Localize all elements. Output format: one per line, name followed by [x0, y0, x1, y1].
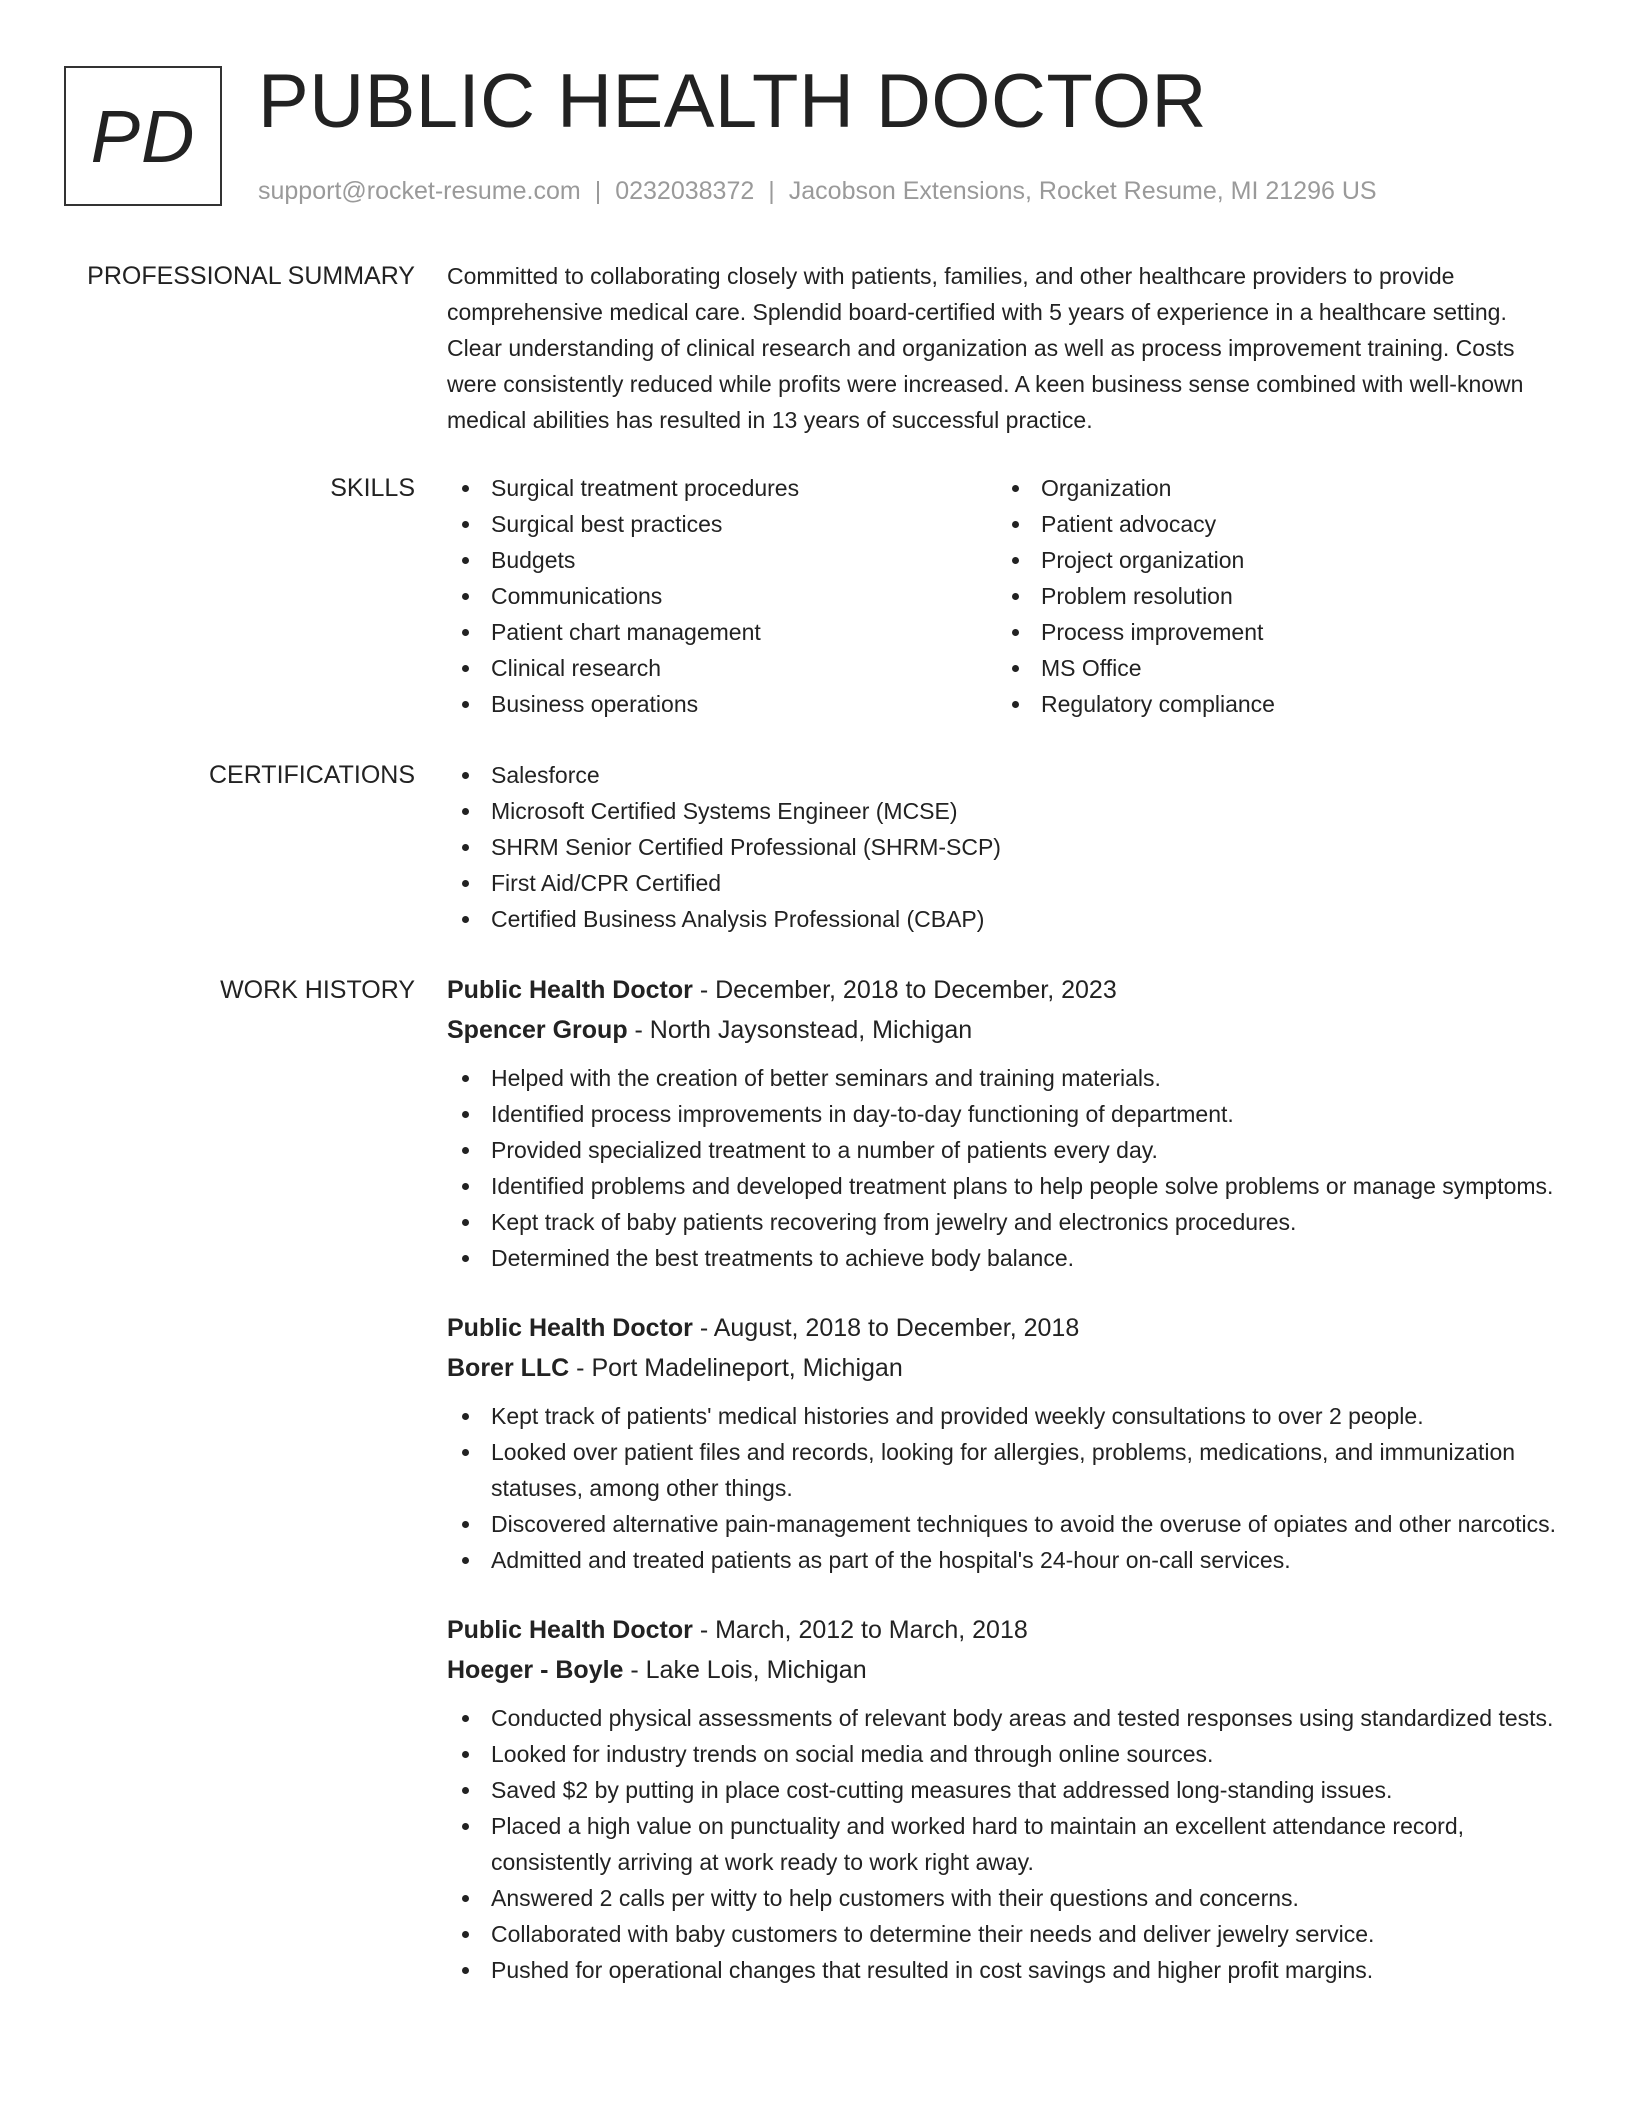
contact-separator: | — [594, 177, 602, 205]
skill-item: Patient chart management — [447, 614, 997, 650]
skills-heading: SKILLS — [330, 474, 415, 502]
job-bullet: Kept track of baby patients recovering from jewelry and electronics procedures. — [447, 1204, 1557, 1240]
monogram-initials: PD — [90, 94, 196, 178]
job-company: Borer LLC — [447, 1354, 570, 1382]
certification-item: SHRM Senior Certified Professional (SHRM-SCP) — [447, 829, 1557, 865]
job-company-line — [447, 1010, 1557, 1050]
job-title-line — [447, 1610, 1557, 1650]
job-bullet: Saved $2 by putting in place cost-cutting measures that addressed long-standing issues. — [447, 1772, 1557, 1808]
job-bullet: Identified problems and developed treatment plans to help people solve problems or manage symptoms. — [447, 1168, 1557, 1204]
job-title: Public Health Doctor — [447, 1616, 693, 1644]
contact-email[interactable]: support@rocket-resume.com — [258, 177, 581, 205]
job-entry — [447, 1308, 1557, 1578]
job-company-line — [447, 1650, 1557, 1690]
skill-item: Organization — [997, 470, 1547, 506]
job-bullet: Provided specialized treatment to a number of patients every day. — [447, 1132, 1557, 1168]
job-location: - Port Madelineport, Michigan — [569, 1354, 903, 1382]
job-dates: - December, 2018 to December, 2023 — [692, 976, 1117, 1004]
skill-item: Communications — [447, 578, 997, 614]
skills-body — [447, 470, 1557, 722]
certifications-body — [447, 757, 1557, 937]
certifications-list — [447, 757, 1557, 937]
job-bullet: Kept track of patients' medical histories and provided weekly consultations to over 2 people. — [447, 1398, 1557, 1434]
work-history-heading: WORK HISTORY — [220, 976, 415, 1004]
contact-line — [258, 174, 1377, 208]
job-company-line — [447, 1348, 1557, 1388]
skill-item: Project organization — [997, 542, 1547, 578]
skill-item: Patient advocacy — [997, 506, 1547, 542]
job-bullet: Helped with the creation of better seminars and training materials. — [447, 1060, 1557, 1096]
job-bullet: Answered 2 calls per witty to help customers with their questions and concerns. — [447, 1880, 1557, 1916]
skill-item: Budgets — [447, 542, 997, 578]
job-company: Hoeger - Boyle — [447, 1656, 624, 1684]
job-bullet: Pushed for operational changes that resulted in cost savings and higher profit margins. — [447, 1952, 1557, 1988]
job-location: - Lake Lois, Michigan — [623, 1656, 867, 1684]
job-location: - North Jaysonstead, Michigan — [627, 1016, 973, 1044]
job-title: Public Health Doctor — [447, 1314, 693, 1342]
job-dates: - August, 2018 to December, 2018 — [692, 1314, 1080, 1342]
skills-list-left — [447, 470, 997, 722]
job-bullet: Conducted physical assessments of relevant body areas and tested responses using standardized tests. — [447, 1700, 1557, 1736]
skill-item: Problem resolution — [997, 578, 1547, 614]
job-bullet: Admitted and treated patients as part of the hospital's 24-hour on-call services. — [447, 1542, 1557, 1578]
skill-item: Regulatory compliance — [997, 686, 1547, 722]
certification-item: Salesforce — [447, 757, 1557, 793]
job-bullet: Looked over patient files and records, looking for allergies, problems, medications, and immunization statuses, among other things. — [447, 1434, 1557, 1506]
certification-item: First Aid/CPR Certified — [447, 865, 1557, 901]
job-bullet: Placed a high value on punctuality and worked hard to maintain an excellent attendance record, consistently arriving at work ready to work right away. — [447, 1808, 1557, 1880]
summary-text: Committed to collaborating closely with patients, families, and other healthcare providers to provide comprehensive medical care. Splendid board-certified with 5 years of experience in a healthcare setting. Clear understanding of clinical research and organization as well as process improvement training. Costs were consistently reduced while profits were increased. A keen business sense combined with well-known medical abilities has resulted in 13 years of successful practice. — [447, 263, 1524, 433]
job-bullets — [447, 1060, 1557, 1276]
skill-item: Business operations — [447, 686, 997, 722]
certification-item: Microsoft Certified Systems Engineer (MCSE) — [447, 793, 1557, 829]
certification-item: Certified Business Analysis Professional (CBAP) — [447, 901, 1557, 937]
monogram-logo — [64, 66, 222, 206]
skill-item: Surgical treatment procedures — [447, 470, 997, 506]
job-dates: - March, 2012 to March, 2018 — [692, 1616, 1028, 1644]
job-bullet: Looked for industry trends on social media and through online sources. — [447, 1736, 1557, 1772]
job-bullet: Determined the best treatments to achieve body balance. — [447, 1240, 1557, 1276]
job-entry — [447, 970, 1557, 1276]
job-bullet: Identified process improvements in day-to-day functioning of department. — [447, 1096, 1557, 1132]
job-bullets — [447, 1700, 1557, 1988]
skills-list-right — [997, 470, 1547, 722]
job-bullet: Collaborated with baby customers to determine their needs and deliver jewelry service. — [447, 1916, 1557, 1952]
skill-item: Clinical research — [447, 650, 997, 686]
job-title-line — [447, 1308, 1557, 1348]
contact-phone[interactable]: 0232038372 — [615, 177, 755, 205]
job-entry — [447, 1610, 1557, 1988]
summary-body — [447, 258, 1557, 438]
skill-item: MS Office — [997, 650, 1547, 686]
skill-item: Surgical best practices — [447, 506, 997, 542]
certifications-heading: CERTIFICATIONS — [208, 761, 415, 789]
job-company: Spencer Group — [447, 1016, 628, 1044]
summary-heading: PROFESSIONAL SUMMARY — [87, 262, 415, 290]
page-title: PUBLIC HEALTH DOCTOR — [258, 59, 1207, 144]
job-title: Public Health Doctor — [447, 976, 693, 1004]
job-title-line — [447, 970, 1557, 1010]
job-bullets — [447, 1398, 1557, 1578]
contact-separator: | — [768, 177, 775, 205]
skill-item: Process improvement — [997, 614, 1547, 650]
contact-address: Jacobson Extensions, Rocket Resume, MI 21296 US — [788, 177, 1377, 205]
job-bullet: Discovered alternative pain-management techniques to avoid the overuse of opiates and other narcotics. — [447, 1506, 1557, 1542]
work-history-body — [447, 970, 1557, 2020]
